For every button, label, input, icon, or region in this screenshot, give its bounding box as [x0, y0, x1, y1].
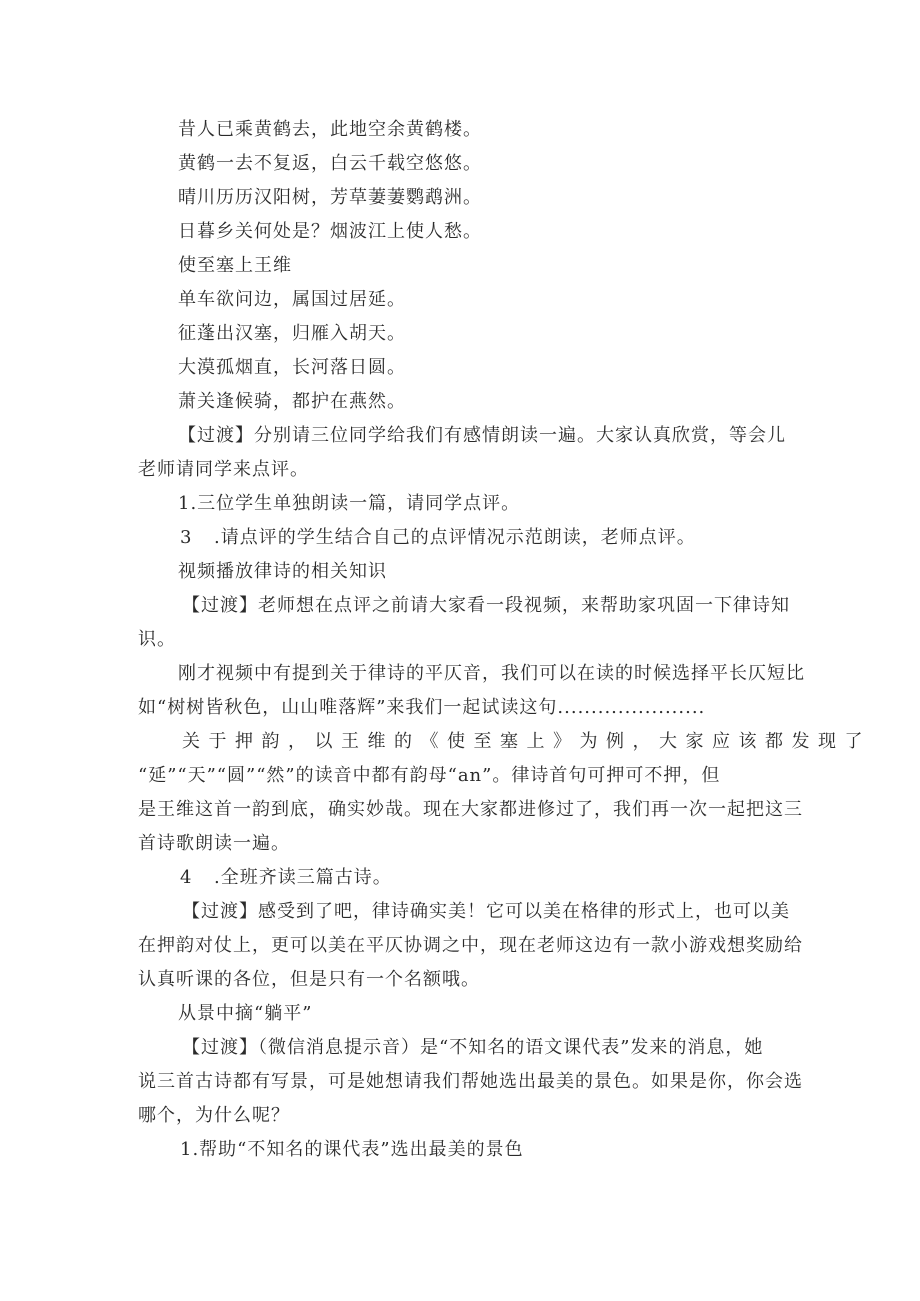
- paragraph-line: 是王维这首一韵到底，确实妙哉。现在大家都进修过了，我们再一次一起把这三: [138, 799, 803, 820]
- paragraph-line: 老师请同学来点评。: [138, 459, 309, 480]
- poem-title: 使至塞上王维: [178, 255, 292, 276]
- paragraph-line: 【过渡】老师想在点评之前请大家看一段视频，来帮助家巩固一下律诗知: [182, 595, 790, 616]
- step-item: 1.帮助“不知名的课代表”选出最美的景色: [180, 1139, 524, 1160]
- step-number: 3: [180, 527, 193, 548]
- step-item: [180, 865, 392, 891]
- paragraph-line: 在押韵对仗上，更可以美在平仄协调之中，现在老师这边有一款小游戏想奖励给: [138, 935, 803, 956]
- step-text: .请点评的学生结合自己的点评情况示范朗读，老师点评。: [214, 527, 696, 548]
- paragraph-line: 识。: [138, 629, 176, 650]
- paragraph-line: 如“树树皆秋色，山山唯落辉”来我们一起试读这句......................: [138, 697, 706, 718]
- poem-line: 晴川历历汉阳树，芳草萋萋鹦鹉洲。: [178, 187, 482, 208]
- poem-line: 大漠孤烟直，长河落日圆。: [178, 357, 406, 378]
- step-number: 4: [180, 867, 193, 888]
- step-item: 1.三位学生单独朗读一篇，请同学点评。: [178, 493, 521, 514]
- section-heading: 视频播放律诗的相关知识: [178, 561, 387, 582]
- step-text: .全班齐读三篇古诗。: [214, 867, 392, 888]
- paragraph-line: 【过渡】感受到了吧，律诗确实美！它可以美在格律的形式上，也可以美: [182, 901, 790, 922]
- paragraph-line: 首诗歌朗读一遍。: [138, 833, 290, 854]
- poem-line: 萧关逢候骑，都护在燕然。: [178, 391, 406, 412]
- paragraph-line: 说三首古诗都有写景，可是她想请我们帮她选出最美的景色。如果是你，你会选: [138, 1071, 803, 1092]
- poem-line: 单车欲问边，属国过居延。: [178, 289, 406, 310]
- paragraph-line: 哪个，为什么呢？: [138, 1105, 290, 1126]
- poem-line: 黄鹤一去不复返，白云千载空悠悠。: [178, 153, 482, 174]
- poem-line: 日暮乡关何处是？烟波江上使人愁。: [178, 221, 482, 242]
- poem-line: 昔人已乘黄鹤去，此地空余黄鹤楼。: [178, 119, 482, 140]
- paragraph-line: 【过渡】（微信消息提示音）是“不知名的语文课代表”发来的消息，她: [182, 1037, 764, 1058]
- paragraph-line: “延”“天”“圆”“然”的读音中都有韵母“an”。律诗首句可押可不押，但: [138, 765, 721, 786]
- section-heading: 从景中摘“躺平”: [178, 1003, 313, 1024]
- paragraph-line: 刚才视频中有提到关于律诗的平仄音，我们可以在读的时候选择平长仄短比: [178, 663, 805, 684]
- paragraph-line: 认真听课的各位，但是只有一个名额哦。: [138, 969, 480, 990]
- paragraph-line: 关于押韵，以王维的《使至塞上》为例，大家应该都发现了: [182, 731, 871, 752]
- paragraph-line: 【过渡】分别请三位同学给我们有感情朗读一遍。大家认真欣赏，等会儿: [178, 425, 786, 446]
- step-item: [180, 525, 696, 551]
- poem-line: 征蓬出汉塞，归雁入胡天。: [178, 323, 406, 344]
